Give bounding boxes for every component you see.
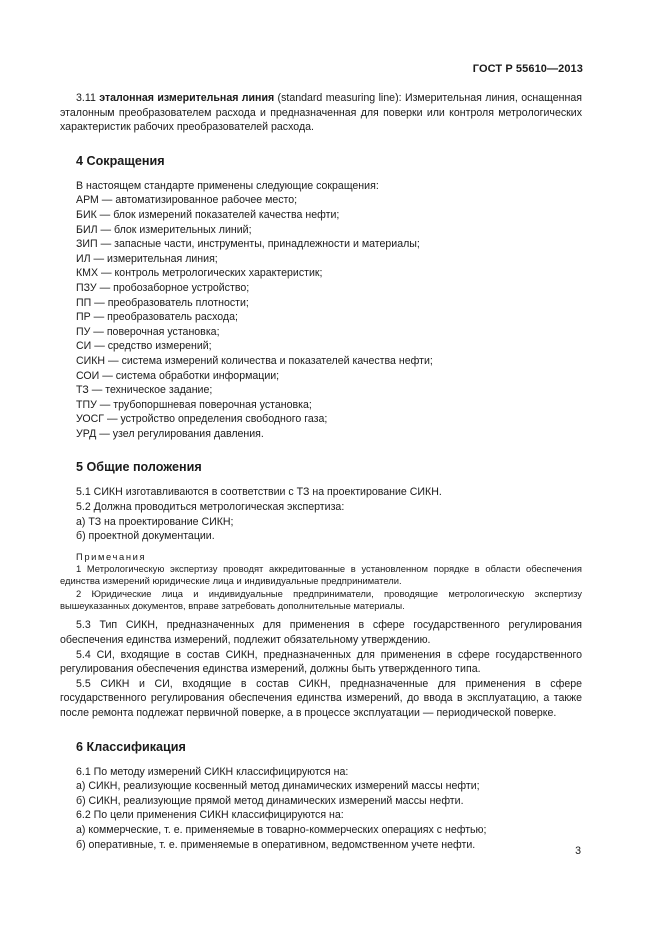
paragraph-5-2-b: б) проектной документации.	[76, 530, 215, 543]
list-item: СОИ — система обработки информации;	[76, 369, 280, 382]
section-5-body	[60, 485, 582, 543]
section-6-body	[60, 765, 582, 853]
definition-text: Измерительная линия, оснащенная эталонным преобразователем расхода и предназначенная для поверки или контроля метрологических характеристик рабочих преобразователей расхода.	[60, 92, 582, 134]
abbreviations-intro: В настоящем стандарте применены следующие сокращения:	[76, 179, 379, 192]
paragraph-6-2: 6.2 По цели применения СИКН классифицируются на:	[76, 809, 344, 822]
section-5-title: 5 Общие положения	[76, 460, 202, 475]
list-item: КМХ — контроль метрологических характеристик;	[76, 267, 323, 280]
page-number: 3	[575, 845, 581, 857]
list-item: СИ — средство измерений;	[76, 340, 212, 353]
list-item: ЗИП — запасные части, инструменты, принадлежности и материалы;	[76, 238, 420, 251]
list-item: ИЛ — измерительная линия;	[76, 252, 218, 265]
list-item: УРД — узел регулирования давления.	[76, 427, 264, 440]
definition-3-11	[60, 91, 582, 135]
paragraph-5-4: 5.4 СИ, входящие в состав СИКН, предназначенных для применения в сфере государственного регулирования обеспечения единства измерений, должны быть утвержденного типа.	[60, 648, 582, 676]
list-item: БИК — блок измерений показателей качества нефти;	[76, 208, 340, 221]
paragraph-6-2-a: а) коммерческие, т. е. применяемые в товарно-коммерческих операциях с нефтью;	[76, 824, 487, 836]
list-item: ПУ — поверочная установка;	[76, 325, 220, 338]
paragraph-5-1: 5.1 СИКН изготавливаются в соответствии с ТЗ на проектирование СИКН.	[76, 486, 442, 499]
page-content	[60, 91, 582, 852]
list-item: СИКН — система измерений количества и показателей качества нефти;	[76, 354, 433, 367]
paragraph-6-1: 6.1 По методу измерений СИКН классифицируются на:	[76, 765, 349, 778]
definition-number: 3.11	[76, 92, 96, 104]
section-6-title: 6 Классификация	[76, 739, 186, 754]
list-item: ТЗ — техническое задание;	[76, 384, 213, 397]
list-item: АРМ — автоматизированное рабочее место;	[76, 194, 298, 207]
standard-header: ГОСТ Р 55610—2013	[472, 63, 583, 75]
paragraph-6-1-b: б) СИКН, реализующие прямой метод динамических измерений массы нефти.	[76, 794, 464, 807]
definition-term: эталонная измерительная линия	[99, 92, 275, 104]
list-item: БИЛ — блок измерительных линий;	[76, 223, 252, 236]
paragraph-6-2-b: б) оперативные, т. е. применяемые в оперативном, ведомственном учете нефти.	[76, 838, 476, 851]
list-item: ТПУ — трубопоршневая поверочная установка;	[76, 398, 312, 411]
list-item: УОСГ — устройство определения свободного газа;	[76, 413, 328, 426]
definition-english: (standard measuring line):	[277, 92, 402, 104]
paragraph-5-3: 5.3 Тип СИКН, предназначенных для применения в сфере государственного регулирования обеспечения единства измерений, подлежит обязательному утверждению.	[60, 619, 582, 647]
section-4-title: 4 Сокращения	[76, 153, 165, 168]
paragraph-6-1-a: а) СИКН, реализующие косвенный метод динамических измерений массы нефти;	[76, 780, 480, 793]
list-item: ПП — преобразователь плотности;	[76, 296, 249, 309]
list-item: ПЗУ — пробозаборное устройство;	[76, 281, 250, 294]
note-2: 2 Юридические лица и индивидуальные предприниматели, проводящие метрологическую экспертизу вышеуказанных документов, вправе затребовать дополнительные материалы.	[60, 587, 582, 612]
note-1: 1 Метрологическую экспертизу проводят аккредитованные в установленном порядке в области обеспечения единства измерений юридические лица и индивидуальные предприниматели.	[60, 562, 582, 587]
paragraph-5-2: 5.2 Должна проводиться метрологическая экспертиза:	[76, 501, 345, 514]
notes-heading: Примечания	[76, 550, 147, 562]
paragraph-5-2-a: а) ТЗ на проектирование СИКН;	[76, 515, 234, 528]
abbreviations-list	[60, 179, 582, 442]
paragraph-5-5: 5.5 СИКН и СИ, входящие в состав СИКН, предназначенные для применения в сфере государственного регулирования обеспечения единства измерений, до ввода в эксплуатацию, а также после ремонта подлежат первичной поверке, а в процессе эксплуатации — периодической поверке.	[60, 677, 582, 720]
list-item: ПР — преобразователь расхода;	[76, 311, 238, 324]
